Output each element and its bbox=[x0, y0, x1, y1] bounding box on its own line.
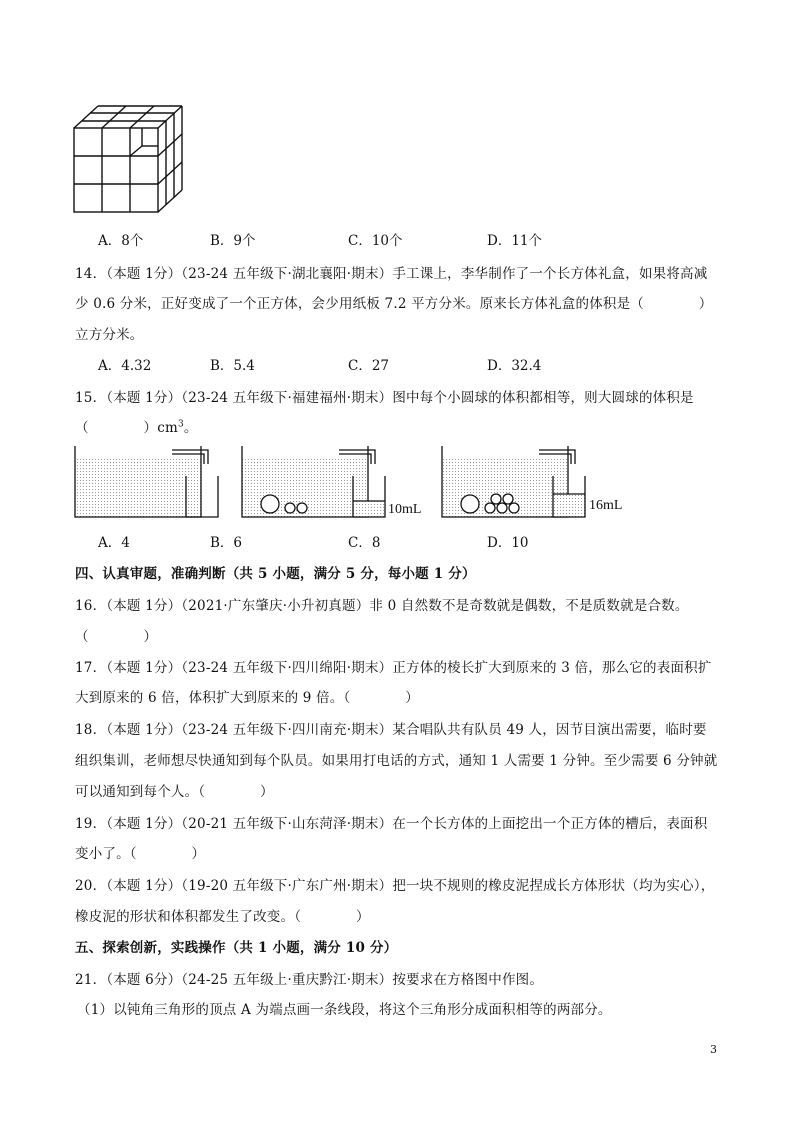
q13-option-a[interactable]: A．8个 bbox=[98, 233, 144, 249]
overflow-beaker-figure bbox=[74, 444, 634, 520]
beaker-2-label: 10mL bbox=[388, 502, 422, 517]
q21-line-1: 21．（本题 6分）（24-25 五年级上·重庆黔江·期末）按要求在方格图中作图。 bbox=[75, 972, 544, 988]
q15-option-b[interactable]: B．6 bbox=[210, 535, 243, 551]
q15-option-c[interactable]: C．8 bbox=[348, 535, 381, 551]
q16-line-1: 16．（本题 1分）（2021·广东肇庆·小升初真题）非 0 自然数不是奇数就是偶数，不是质数就是合数。 bbox=[75, 598, 689, 614]
q14-option-d[interactable]: D．32.4 bbox=[487, 358, 542, 374]
q14-option-a[interactable]: A．4.32 bbox=[98, 358, 152, 374]
q14-line-3: 立方分米。 bbox=[75, 327, 144, 343]
q14-line-2: 少 0.6 分米，正好变成了一个正方体，会少用纸板 7.2 平方分米。原来长方体礼盒的体积是（ ） bbox=[75, 296, 713, 312]
q14-line-1: 14．（本题 1分）（23-24 五年级下·湖北襄阳·期末）手工课上，李华制作了一个长方体礼盒，如果将高减 bbox=[75, 266, 708, 282]
q13-option-b[interactable]: B．9个 bbox=[210, 233, 256, 249]
q15-option-d[interactable]: D．10 bbox=[487, 535, 529, 551]
q13-option-c[interactable]: C．10个 bbox=[348, 233, 403, 249]
q15-line-2: （ ）$cm^3$。 bbox=[75, 419, 198, 436]
q20-line-1: 20．（本题 1分）（19-20 五年级下·广东广州·期末）把一块不规则的橡皮泥捏成长方体形状（均为实心）， bbox=[75, 878, 715, 894]
section-5-title: 五、探索创新，实践操作（共 1 小题，满分 10 分） bbox=[75, 940, 398, 956]
q21-sub-1: （1）以钝角三角形的顶点 A 为端点画一条线段，将这个三角形分成面积相等的两部分。 bbox=[77, 1002, 612, 1018]
q14-option-b[interactable]: B．5.4 bbox=[210, 358, 255, 374]
q14-option-c[interactable]: C．27 bbox=[348, 358, 390, 374]
q19-line-1: 19．（本题 1分）（20-21 五年级下·山东菏泽·期末）在一个长方体的上面挖出一个正方体的槽后，表面积 bbox=[75, 816, 708, 832]
q15-line-1: 15．（本题 1分）（23-24 五年级下·福建福州·期末）图中每个小圆球的体积都相等，则大圆球的体积是 bbox=[75, 390, 694, 406]
q17-line-1: 17．（本题 1分）（23-24 五年级下·四川绵阳·期末）正方体的棱长扩大到原来的 3 倍，那么它的表面积扩 bbox=[75, 660, 712, 676]
q15-option-a[interactable]: A．4 bbox=[98, 535, 130, 551]
q18-line-1: 18．（本题 1分）（23-24 五年级下·四川南充·期末）某合唱队共有队员 49 人，因节目演出需要，临时要 bbox=[75, 722, 707, 738]
q13-option-d[interactable]: D．11个 bbox=[487, 233, 543, 249]
section-4-title: 四、认真审题，准确判断（共 5 小题，满分 5 分，每小题 1 分） bbox=[75, 566, 476, 582]
beaker-3-label: 16mL bbox=[589, 498, 623, 513]
q19-line-2: 变小了。（ ） bbox=[75, 846, 206, 862]
q16-line-2: （ ） bbox=[75, 629, 158, 645]
q20-line-2: 橡皮泥的形状和体积都发生了改变。（ ） bbox=[75, 909, 370, 925]
cube-figure bbox=[72, 104, 202, 216]
q17-line-2: 大到原来的 6 倍，体积扩大到原来的 9 倍。（ ） bbox=[75, 690, 419, 706]
page-number: 3 bbox=[710, 1043, 717, 1056]
q18-line-3: 可以通知到每个人。（ ） bbox=[75, 784, 274, 800]
q18-line-2: 组织集训，老师想尽快通知到每个队员。如果用打电话的方式，通知 1 人需要 1 分钟。至少需要 6 分钟就 bbox=[75, 753, 718, 769]
